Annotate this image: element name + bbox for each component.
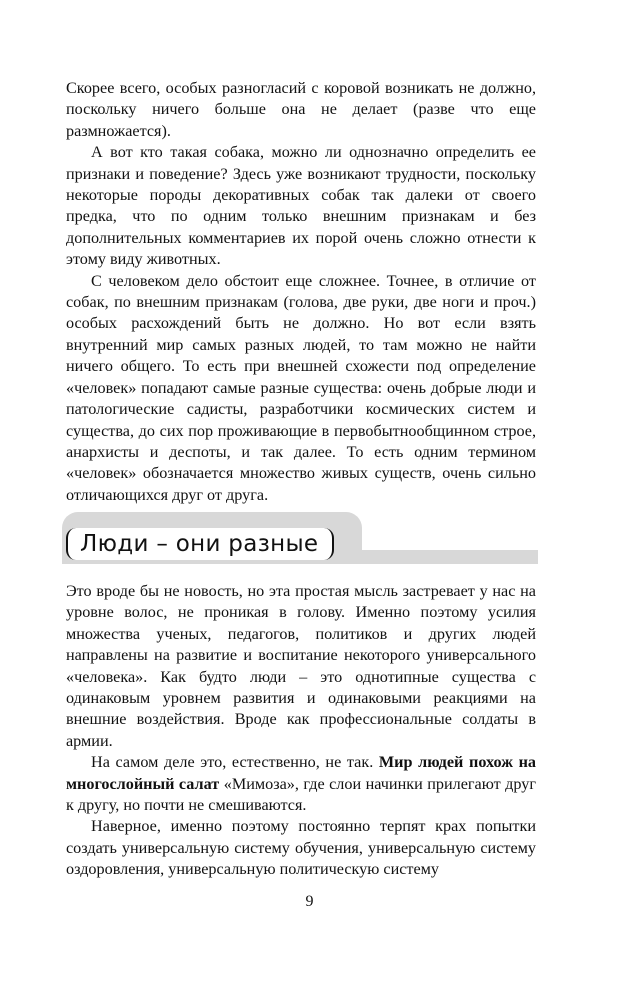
- paragraph-human: С человеком дело обстоит еще сложнее. Точнее, в отличие от собак, по внешним признакам (голова, две руки, две ноги и проч.) особых расхождений быть не должно. Но вот если взять внутренний мир самых разных людей, то там можно не найти ничего общего. То есть при внешней схожести под определение «человек» попадают самые разные существа: очень добрые люди и патологические садисты, разработчики космических систем и существа, до сих пор проживающие в первобытнообщинном строе, анархисты и деспоты, и так далее. То есть одним термином «человек» обозначается множество живых существ, очень сильно отличающихся друг от друга.: [66, 271, 536, 504]
- top-text-block: [66, 78, 536, 506]
- paragraph-dog: А вот кто такая собака, можно ли однозначно определить ее признаки и поведение? Здесь уже возникают трудности, поскольку некоторые породы декоративных собак так далеки от своего предка, что по одним только внешним признакам и без дополнительных комментариев их порой очень сложно отнести к этому виду животных.: [66, 143, 536, 269]
- salad-text-before: На самом деле это, естественно, не так.: [91, 753, 379, 772]
- bottom-text-block: [66, 581, 536, 881]
- salad-text-after: «Мимоза», где слои начинки прилегают друг к другу, но почти не смешиваются.: [66, 774, 537, 815]
- salad-bold-phrase: Мир людей похож на многослойный салат: [66, 753, 536, 793]
- paragraph-systems: Наверное, именно поэтому постоянно терпят крах попытки создать универсальную систему обучения, универсальную систему оздоровления, универсальную политическую систему: [66, 817, 536, 879]
- paragraph-salad: [66, 752, 536, 816]
- section-header-rule: [352, 550, 538, 564]
- paragraph-cow: Скорее всего, особых разногласий с коровой возникать не должно, поскольку ничего больше она не делает (разве что еще размножается).: [66, 79, 536, 140]
- page-number: 9: [305, 893, 314, 910]
- section-header: [62, 512, 538, 568]
- paragraph-not-news: Это вроде бы не новость, но эта простая мысль застревает у нас на уровне волос, не проникая в голову. Именно поэтому усилия множества ученых, педагогов, политиков и других людей направлены на развитие и воспитание некоторого универсального «человека». Как будто люди – это однотипные существа с одинаковым уровнем развития и одинаковыми реакциями на внешние воздействия. Вроде как профессиональные солдаты в армии.: [66, 582, 536, 750]
- section-title: Люди – они разные: [66, 528, 334, 560]
